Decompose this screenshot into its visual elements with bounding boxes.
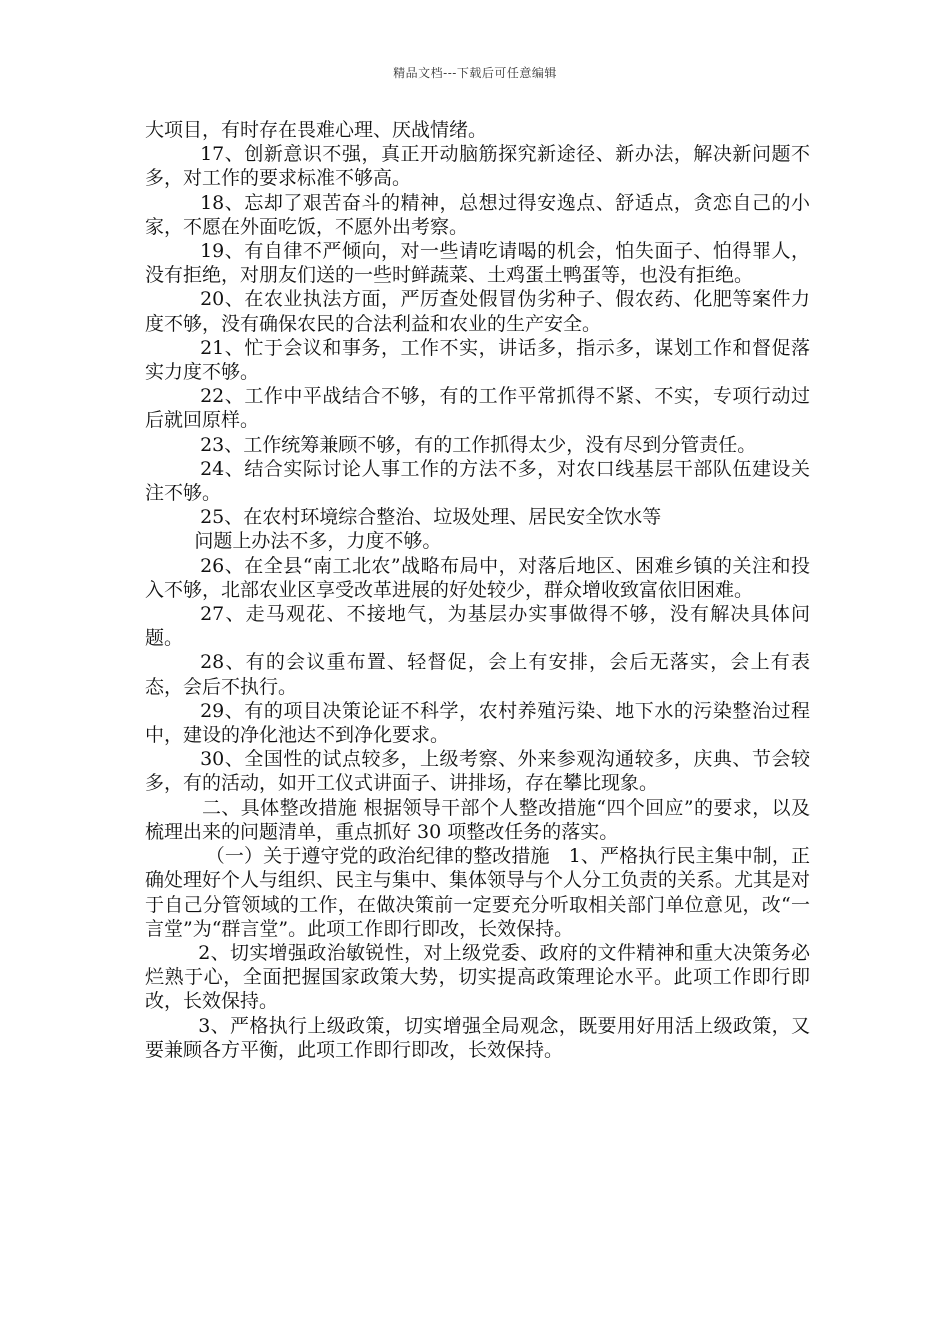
paragraph: 24、结合实际讨论人事工作的方法不多，对农口线基层干部队伍建设关注不够。: [145, 457, 810, 505]
paragraph: 19、有自律不严倾向，对一些请吃请喝的机会，怕失面子、怕得罪人，没有拒绝，对朋友们送的一些时鲜蔬菜、土鸡蛋土鸭蛋等，也没有拒绝。: [145, 240, 810, 287]
paragraph: 3、严格执行上级政策，切实增强全局观念，既要用好用活上级政策，又要兼顾各方平衡，此项工作即行即改，长效保持。: [145, 1014, 810, 1061]
paragraph: 大项目，有时存在畏难心理、厌战情绪。: [145, 119, 488, 141]
paragraph: 22、工作中平战结合不够，有的工作平常抓得不紧、不实，专项行动过后就回原样。: [145, 385, 810, 432]
paragraph: 25、在农村环境综合整治、垃圾处理、居民安全饮水等: [200, 506, 662, 529]
paragraph: 21、忙于会议和事务，工作不实，讲话多，指示多，谋划工作和督促落实力度不够。: [145, 336, 810, 384]
page-header: 精品文档---下载后可任意编辑: [393, 66, 557, 80]
paragraph: 30、全国性的试点较多，上级考察、外来参观沟通较多，庆典、节会较多，有的活动，如开工仪式讲面子、讲排场，存在攀比现象。: [145, 748, 810, 795]
paragraph: 17、创新意识不强，真正开动脑筋探究新途径、新办法，解决新问题不多，对工作的要求标准不够高。: [145, 143, 810, 190]
paragraph: 23、工作统筹兼顾不够，有的工作抓得太少，没有尽到分管责任。: [200, 433, 757, 456]
subsection-paragraph: （一）关于遵守党的政治纪律的整改措施 1、严格执行民主集中制，正确处理好个人与组织、民主与集中、集体领导与个人分工负责的关系。尤其是对于自己分管领域的工作，在做决策前一定要充分听取相关部门单位意见，改“一言堂”为“群言堂”。此项工作即行即改，长效保持。: [145, 845, 811, 940]
paragraph: 26、在全县“南工北农”战略布局中，对落后地区、困难乡镇的关注和投入不够，北部农业区享受改革进展的好处较少，群众增收致富依旧困难。: [145, 554, 810, 601]
section-heading-paragraph: 二、具体整改措施 根据领导干部个人整改措施“四个回应”的要求，以及梳理出来的问题清单，重点抓好 30 项整改任务的落实。: [145, 796, 810, 843]
paragraph: 28、有的会议重布置、轻督促，会上有安排，会后无落实，会上有表态，会后不执行。: [145, 651, 810, 698]
document-body: [145, 118, 810, 1062]
paragraph: 27、走马观花、不接地气，为基层办实事做得不够，没有解决具体问题。: [145, 603, 810, 650]
paragraph: 20、在农业执法方面，严厉查处假冒伪劣种子、假农药、化肥等案件力度不够，没有确保农民的合法利益和农业的生产安全。: [145, 288, 810, 335]
paragraph: 18、忘却了艰苦奋斗的精神，总想过得安逸点、舒适点，贪恋自己的小家，不愿在外面吃饭，不愿外出考察。: [145, 191, 810, 238]
paragraph: 29、有的项目决策论证不科学，农村养殖污染、地下水的污染整治过程中，建设的净化池达不到净化要求。: [145, 699, 810, 747]
paragraph: 2、切实增强政治敏锐性，对上级党委、政府的文件精神和重大决策务必烂熟于心，全面把握国家政策大势，切实提高政策理论水平。此项工作即行即改，长效保持。: [145, 941, 810, 1013]
paragraph: 问题上办法不多，力度不够。: [194, 530, 442, 553]
